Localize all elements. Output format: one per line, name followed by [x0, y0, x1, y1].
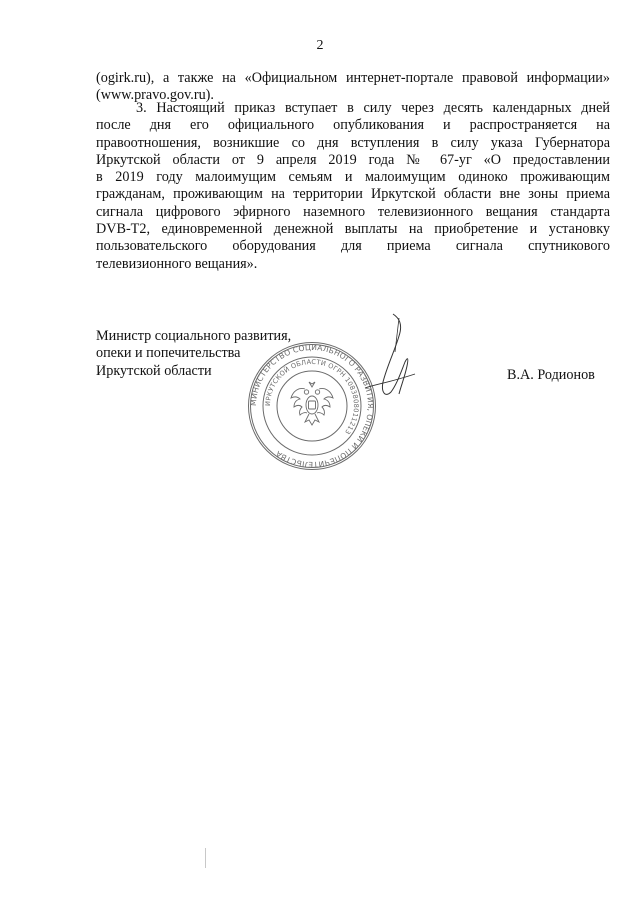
text-line: пользовательского оборудования для приема сигнала спутникового: [96, 238, 610, 255]
text-line: Иркутской области от 9 апреля 2019 года № 67-уг «О предоставлении: [96, 151, 610, 168]
text-line: после дня его официального опубликования и распространяется на: [96, 117, 610, 134]
signatory-name: В.А. Родионов: [507, 367, 595, 383]
text-line: DVB-T2, единовременной денежной выплаты на приобретение и установку: [96, 221, 610, 238]
scan-artifact-line: [205, 848, 206, 868]
position-line: Иркутской области: [96, 362, 212, 379]
handwritten-signature: [355, 312, 425, 412]
position-line: опеки и попечительства: [96, 345, 241, 362]
coat-of-arms-eagle-icon: [291, 382, 333, 425]
paragraph-entry-into-force: [96, 100, 610, 273]
text-line: телевизионного вещания».: [96, 255, 258, 272]
text-line: 3. Настоящий приказ вступает в силу через десять календарных дней: [136, 100, 610, 116]
text-line: сигнала цифрового эфирного наземного телевизионного вещания стандарта: [96, 203, 610, 220]
text-line: в 2019 году малоимущим семьям и малоимущим одиноко проживающим: [96, 169, 610, 186]
position-line: Министр социального развития,: [96, 328, 292, 344]
text-line: гражданам, проживающим на территории Иркутской области вне зоны приема: [96, 186, 610, 203]
text-line: правоотношения, возникшие со дня вступления в силу указа Губернатора: [96, 134, 610, 151]
text-line: (www.pravo.gov.ru).: [96, 87, 214, 104]
page-number: 2: [316, 38, 324, 53]
seal-inner-text: ИРКУТСКОЙ ОБЛАСТИ ОГРН 1083808011213: [263, 357, 361, 436]
text-line: (ogirk.ru), а также на «Официальном интернет-портале правовой информации»: [96, 70, 610, 86]
seal-outer-text: МИНИСТЕРСТВО СОЦИАЛЬНОГО РАЗВИТИЯ, ОПЕКИ И ПОПЕЧИТЕЛЬСТВА: [248, 342, 376, 470]
